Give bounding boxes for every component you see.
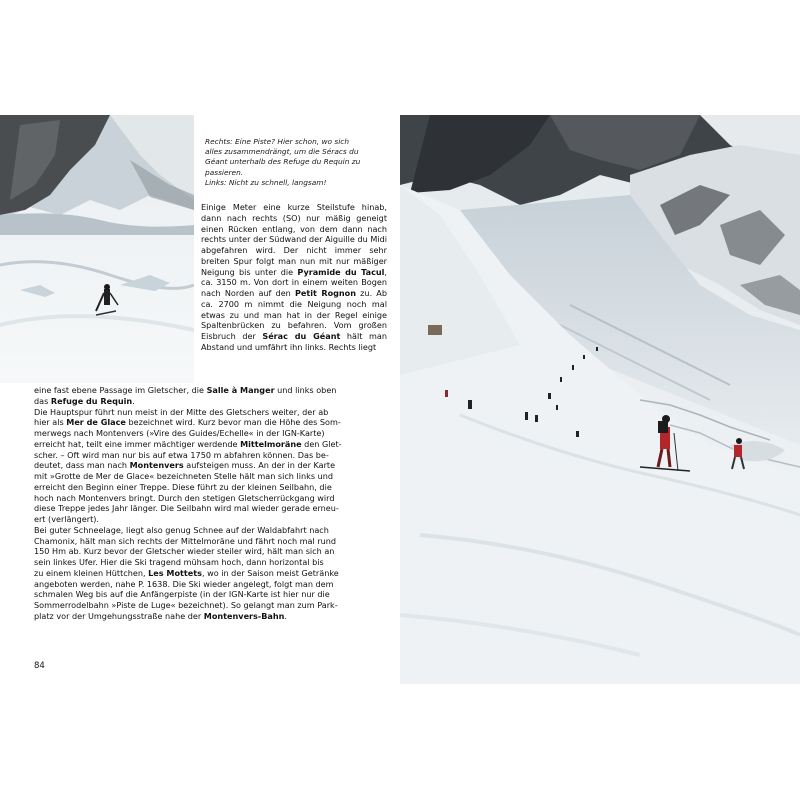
text-run: bezeichnet wird. Kurz bevor man die Höhe des Som- <box>125 417 341 428</box>
text-run: zu. Ab ca. 2700 m nimmt die Neigung noch mal etwas zu und man hat in der Regel einige Spaltenbrücken zu befahren. Vom großen Eisbruch der <box>201 288 387 341</box>
text-run: erreicht hat, teilt eine immer mächtiger werdende <box>34 438 241 449</box>
text-run: , wo in der Saison meist Getränke <box>201 567 339 578</box>
text-line: 150 Hm ab. Kurz bevor der Gletscher wieder steiler wird, hält man sich an <box>34 546 335 557</box>
text-line: angeboten werden, nahe P. 1638. Die Ski wieder angelegt, folgt man dem <box>34 578 334 589</box>
text-line: Chamonix, hält man sich rechts der Mittelmoräne und fährt noch mal rund <box>34 535 337 546</box>
text-line: schmalen Weg bis auf die Anfängerpiste (in der IGN-Karte ist hier nur die <box>34 589 330 600</box>
text-line <box>34 568 387 579</box>
text-run: , ca. 3150 m. Von dort in einem weiten Bogen nach Norden auf den <box>201 266 387 298</box>
text-line: merwegs nach Montenvers (»Vire des Guides/Echelle« in der IGN-Karte) <box>34 428 325 438</box>
caption-line: passieren. <box>205 167 244 177</box>
text-run: und links oben <box>274 385 337 395</box>
text-run: zu einem kleinen Hüttchen, <box>34 567 149 578</box>
text-line: ert (verlängert). <box>34 514 99 524</box>
text-run: deutet, dass man nach <box>34 460 130 471</box>
place-name: Montenvers-Bahn <box>203 610 285 621</box>
caption-line: alles zusammendrängt, um die Séracs du <box>205 147 359 157</box>
body-text-narrow-column <box>201 202 387 353</box>
text-run: Einige Meter eine kurze Steilstufe hinab, dann nach rechts (SO) nur mäßig geneigt einen Rücken entlang, von dem dann nach rechts unter der Südwand der Aiguille du Midi abgefahren wird. Der nicht immer sehr breiten Spur folgt man nun mit nur mäßiger Neigung bis unter die <box>201 202 387 277</box>
text-run: . <box>132 395 135 406</box>
caption-line: Rechts: Eine Piste? Hier schon, wo sich <box>205 137 350 146</box>
text-line: scher. – Oft wird man nur bis auf etwa 1750 m abfahren können. Das be- <box>34 449 329 460</box>
place-name: Petit Rognon <box>294 288 357 298</box>
text-run: hält man Abstand und umfährt ihn links. Rechts liegt <box>201 331 387 352</box>
text-run: platz vor der Umgehungsstraße nahe der <box>34 610 204 621</box>
caption-line: Links: Nicht zu schnell, langsam! <box>205 177 327 187</box>
text-line <box>34 417 387 428</box>
text-run: den Glet- <box>301 438 342 449</box>
place-name: Montenvers <box>129 460 184 471</box>
place-name: Mer de Glace <box>66 417 126 428</box>
text-line <box>34 439 387 450</box>
text-line: hoch nach Montenvers bringt. Durch den stetigen Gletscherrückgang wird <box>34 492 335 503</box>
place-name: Sérac du Géant <box>262 331 341 341</box>
photo-caption <box>205 137 373 188</box>
text-run: eine fast ebene Passage im Gletscher, die <box>34 385 207 395</box>
text-line: erreicht den Beginn einer Treppe. Diese führt zu der kleinen Seilbahn, die <box>34 481 332 492</box>
text-line <box>34 385 387 396</box>
photo-skier-glacier-small <box>0 115 194 383</box>
caption-line: Géant unterhalb des Refuge du Requin zu <box>205 157 361 167</box>
place-name: Salle à Manger <box>206 385 275 395</box>
text-line <box>34 611 387 622</box>
page-number: 84 <box>34 661 45 671</box>
text-run: hier als <box>34 417 67 428</box>
text-run: aufsteigen muss. An der in der Karte <box>183 460 336 471</box>
place-name: Pyramide du Tacul <box>297 266 385 277</box>
body-text-wide-column <box>34 385 387 622</box>
text-line: Die Hauptspur führt nun meist in der Mitte des Gletschers weiter, der ab <box>34 406 329 417</box>
text-line: sein linkes Ufer. Hier die Ski tragend mühsam hoch, dann horizontal bis <box>34 557 324 567</box>
text-run: . <box>284 610 287 621</box>
place-name: Les Mottets <box>148 567 202 578</box>
text-line <box>34 460 387 471</box>
text-run: das <box>34 395 51 406</box>
place-name: Mittelmoräne <box>240 438 302 449</box>
text-line: diese Treppe jedes Jahr länger. Die Seilbahn wird mal wieder gerade erneu- <box>34 503 339 514</box>
text-line <box>34 396 387 407</box>
paragraph <box>201 202 387 353</box>
text-line: mit »Grotte de Mer de Glace« bezeichneten Stelle hält man sich links und <box>34 471 334 481</box>
place-name: Refuge du Requin <box>50 395 133 406</box>
photo-glacier-skiers-large <box>400 115 800 684</box>
text-line: Bei guter Schneelage, liegt also genug Schnee auf der Waldabfahrt nach <box>34 524 329 535</box>
text-line: Sommerrodelbahn »Piste de Luge« bezeichnet). So gelangt man zum Park- <box>34 600 338 610</box>
